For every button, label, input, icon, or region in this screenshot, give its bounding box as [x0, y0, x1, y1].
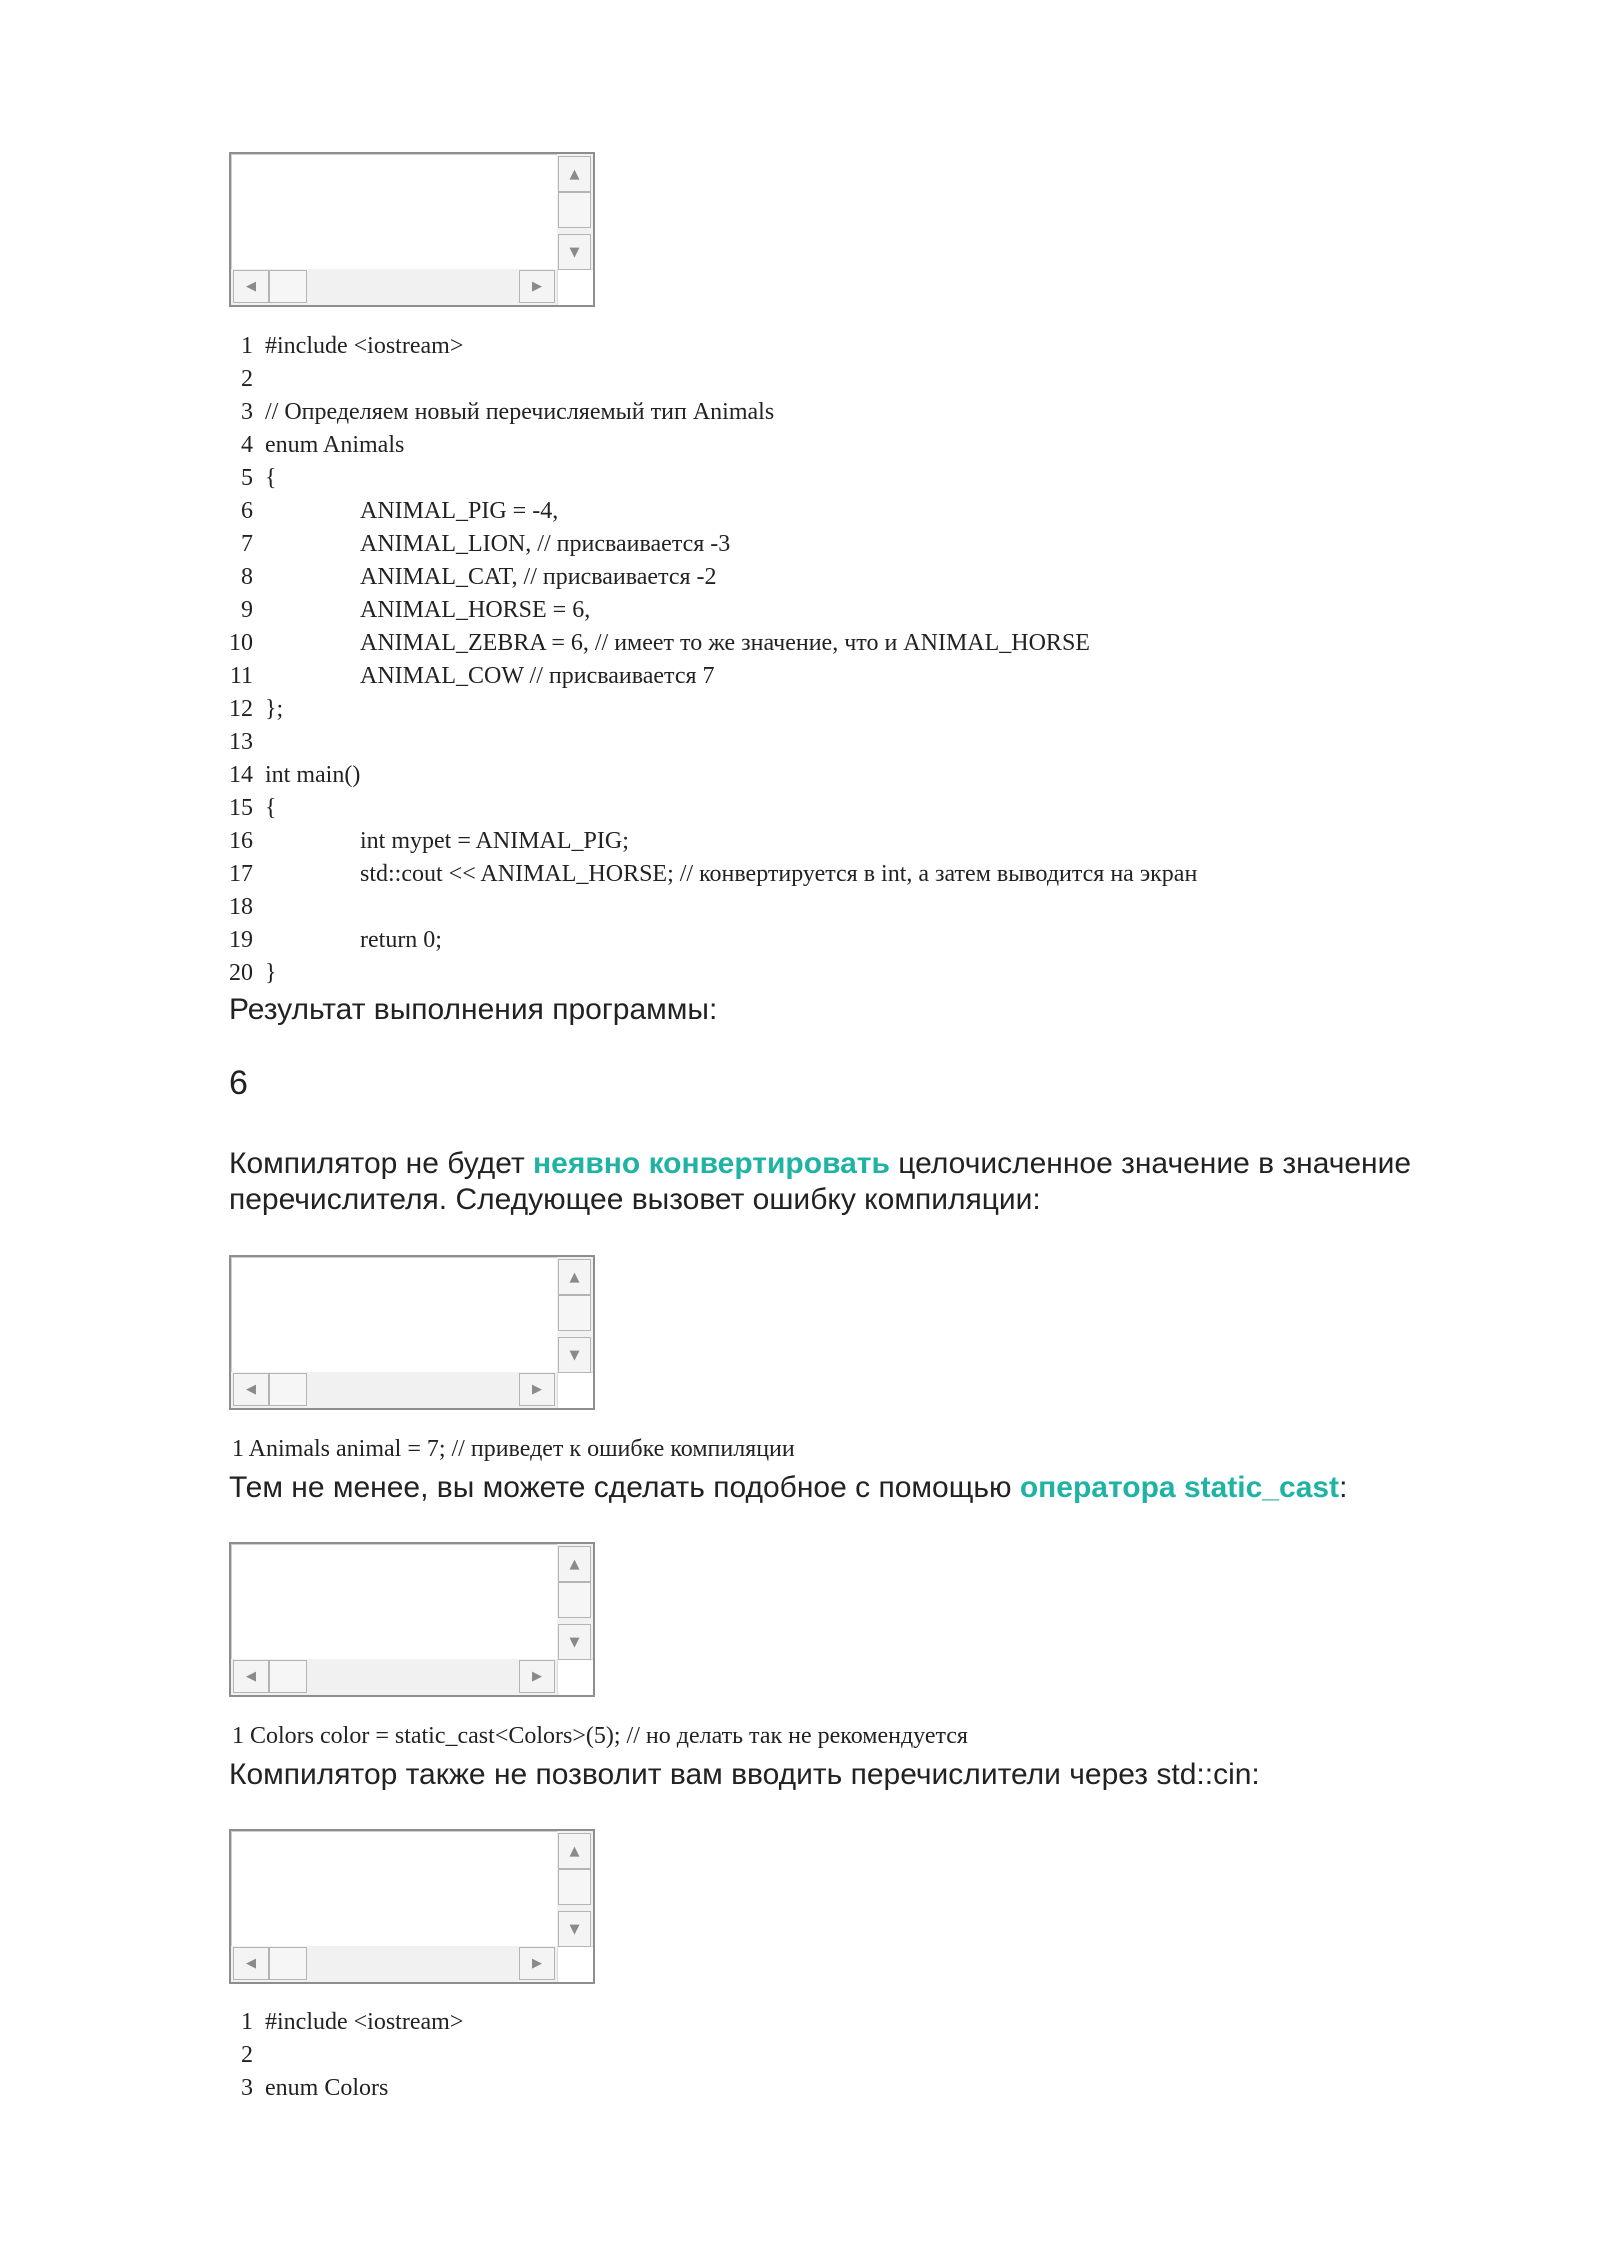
code-text: ANIMAL_PIG = -4,: [360, 498, 559, 524]
scroll-right-arrow-icon[interactable]: ▶: [519, 270, 555, 303]
paragraph-std-cin: Компилятор также не позволит вам вводить перечислители через std::cin:: [229, 1758, 1260, 1791]
code-text: int mypet = ANIMAL_PIG;: [360, 828, 629, 854]
code-line-animal-error: 1 Animals animal = 7; // приведет к ошибке компиляции: [232, 1436, 795, 1462]
result-label: Результат выполнения программы:: [229, 993, 718, 1026]
line-number: 3: [241, 2075, 253, 2101]
line-number: 4: [241, 432, 253, 458]
scroll-up-arrow-icon[interactable]: ▲: [558, 1259, 591, 1295]
paragraph-static-cast: [229, 1470, 1529, 1506]
code-text: int main(): [265, 762, 361, 788]
horizontal-scroll-thumb[interactable]: [269, 1660, 307, 1693]
vertical-scroll-thumb[interactable]: [558, 1295, 591, 1331]
horizontal-scroll-thumb[interactable]: [269, 1947, 307, 1980]
line-number: 17: [229, 861, 253, 887]
line-number: 19: [229, 927, 253, 953]
code-text: ANIMAL_LION, // присваивается -3: [360, 531, 731, 557]
code-text: #include <iostream>: [265, 333, 464, 359]
vertical-scroll-thumb[interactable]: [558, 192, 591, 228]
code-scroll-area-4[interactable]: [229, 1829, 595, 1984]
line-number: 10: [229, 630, 253, 656]
line-number: 13: [229, 729, 253, 755]
code-text: {: [265, 795, 277, 821]
paragraph-text: Тем не менее, вы можете сделать подобное с помощью: [229, 1471, 1020, 1504]
code-text: ANIMAL_COW // присваивается 7: [360, 663, 715, 689]
code-text: return 0;: [360, 927, 442, 953]
scroll-left-arrow-icon[interactable]: ◀: [233, 1373, 269, 1406]
code-text: // Определяем новый перечисляемый тип Animals: [265, 399, 775, 425]
program-output: 6: [229, 1064, 248, 1102]
code-text: ANIMAL_ZEBRA = 6, // имеет то же значение, что и ANIMAL_HORSE: [360, 630, 1090, 656]
line-number: 18: [229, 894, 253, 920]
scroll-down-arrow-icon[interactable]: ▼: [558, 1911, 591, 1947]
code-text: };: [265, 696, 284, 722]
scroll-right-arrow-icon[interactable]: ▶: [519, 1947, 555, 1980]
scroll-down-arrow-icon[interactable]: ▼: [558, 1337, 591, 1373]
paragraph-text: целочисленное значение в значение перечислителя. Следующее вызовет ошибку компиляции:: [229, 1147, 1412, 1216]
scroll-up-arrow-icon[interactable]: ▲: [558, 1833, 591, 1869]
scroll-down-arrow-icon[interactable]: ▼: [558, 234, 591, 270]
code-text: enum Animals: [265, 432, 405, 458]
code-scroll-area-3[interactable]: [229, 1542, 595, 1697]
line-number: 11: [229, 663, 253, 689]
line-number: 2: [241, 366, 253, 392]
paragraph-text: Компилятор не будет: [229, 1147, 534, 1180]
line-number: 20: [229, 960, 253, 986]
scroll-right-arrow-icon[interactable]: ▶: [519, 1373, 555, 1406]
implicit-conversion-link[interactable]: неявно конвертировать: [533, 1147, 890, 1180]
static-cast-link[interactable]: оператора static_cast: [1019, 1471, 1340, 1504]
line-number: 16: [229, 828, 253, 854]
code-text: std::cout << ANIMAL_HORSE; // конвертируется в int, а затем выводится на экран: [360, 861, 1198, 887]
scroll-left-arrow-icon[interactable]: ◀: [233, 270, 269, 303]
scrollbar-corner: [557, 1372, 593, 1408]
line-number: 15: [229, 795, 253, 821]
code-scroll-area-1[interactable]: [229, 152, 595, 307]
code-text: enum Colors: [265, 2075, 389, 2101]
line-number: 12: [229, 696, 253, 722]
vertical-scroll-thumb[interactable]: [558, 1582, 591, 1618]
paragraph-implicit-conversion: [229, 1146, 1529, 1218]
scrollbar-corner: [557, 269, 593, 305]
line-number: 3: [241, 399, 253, 425]
code-text: #include <iostream>: [265, 2009, 464, 2035]
line-number: 5: [241, 465, 253, 491]
line-number: 14: [229, 762, 253, 788]
scroll-up-arrow-icon[interactable]: ▲: [558, 1546, 591, 1582]
scrollbar-corner: [557, 1659, 593, 1695]
code-line-static-cast: 1 Colors color = static_cast<Colors>(5); // но делать так не рекомендуется: [232, 1723, 968, 1749]
scroll-left-arrow-icon[interactable]: ◀: [233, 1660, 269, 1693]
scroll-up-arrow-icon[interactable]: ▲: [558, 156, 591, 192]
code-scroll-area-2[interactable]: [229, 1255, 595, 1410]
line-number: 8: [241, 564, 253, 590]
scroll-down-arrow-icon[interactable]: ▼: [558, 1624, 591, 1660]
line-number: 9: [241, 597, 253, 623]
scrollbar-corner: [557, 1946, 593, 1982]
horizontal-scroll-thumb[interactable]: [269, 270, 307, 303]
horizontal-scroll-thumb[interactable]: [269, 1373, 307, 1406]
line-number: 2: [241, 2042, 253, 2068]
code-text: }: [265, 960, 277, 986]
code-text: ANIMAL_HORSE = 6,: [360, 597, 591, 623]
line-number: 6: [241, 498, 253, 524]
code-text: ANIMAL_CAT, // присваивается -2: [360, 564, 717, 590]
line-number: 7: [241, 531, 253, 557]
code-text: {: [265, 465, 277, 491]
scroll-right-arrow-icon[interactable]: ▶: [519, 1660, 555, 1693]
scroll-left-arrow-icon[interactable]: ◀: [233, 1947, 269, 1980]
paragraph-text: :: [1339, 1471, 1348, 1504]
line-number: 1: [241, 2009, 253, 2035]
line-number: 1: [241, 333, 253, 359]
vertical-scroll-thumb[interactable]: [558, 1869, 591, 1905]
